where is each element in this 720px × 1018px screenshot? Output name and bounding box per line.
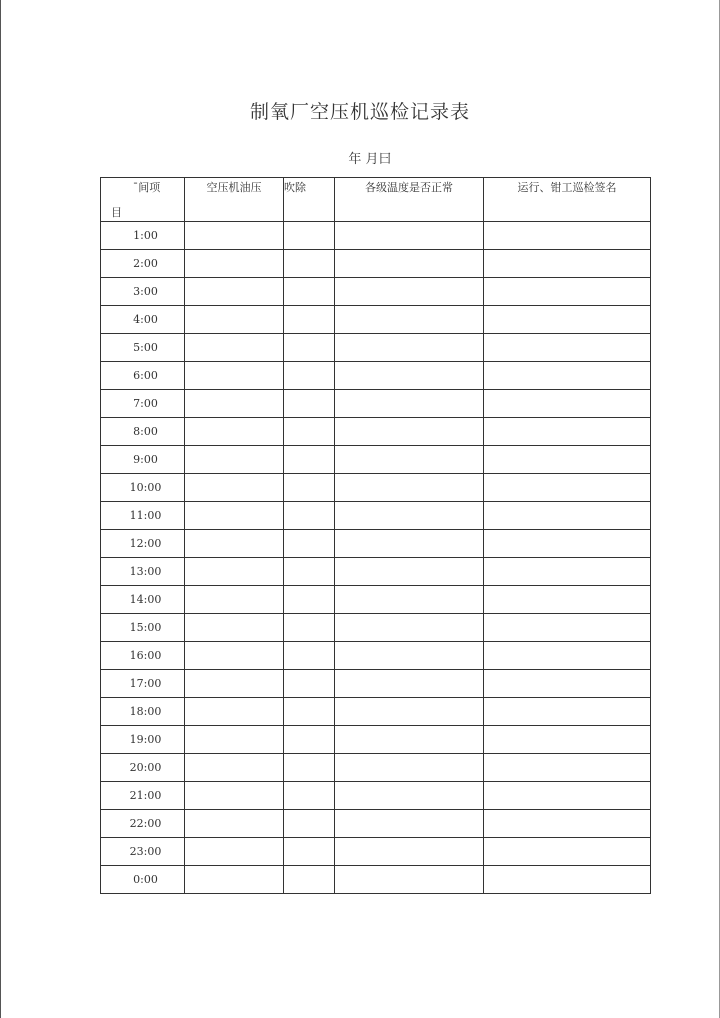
header-temperature: 各级温度是否正常 — [365, 181, 453, 194]
table-row — [101, 866, 651, 894]
time-cell: 23:00 — [101, 838, 185, 866]
table-row — [101, 726, 651, 754]
signature-cell[interactable] — [484, 558, 651, 586]
oil-pressure-cell[interactable] — [185, 418, 284, 446]
table-row — [101, 418, 651, 446]
table-row — [101, 838, 651, 866]
blowdown-cell[interactable] — [284, 670, 335, 698]
temperature-cell[interactable] — [335, 558, 484, 586]
header-blowdown: 吹除 — [284, 181, 306, 194]
signature-cell[interactable] — [484, 670, 651, 698]
temperature-cell[interactable] — [335, 726, 484, 754]
oil-pressure-cell[interactable] — [185, 782, 284, 810]
signature-cell[interactable] — [484, 726, 651, 754]
temperature-cell[interactable] — [335, 306, 484, 334]
time-cell: 19:00 — [101, 726, 185, 754]
inspection-log-table — [100, 177, 651, 894]
oil-pressure-cell[interactable] — [185, 222, 284, 250]
temperature-cell[interactable] — [335, 838, 484, 866]
blowdown-cell[interactable] — [284, 530, 335, 558]
temperature-cell[interactable] — [335, 782, 484, 810]
table-row — [101, 754, 651, 782]
time-cell: 15:00 — [101, 614, 185, 642]
signature-cell[interactable] — [484, 782, 651, 810]
signature-cell[interactable] — [484, 446, 651, 474]
table-row — [101, 362, 651, 390]
time-cell: 4:00 — [101, 306, 185, 334]
time-cell: 0:00 — [101, 866, 185, 894]
signature-cell[interactable] — [484, 418, 651, 446]
header-temperature-cell — [335, 178, 484, 222]
blowdown-cell[interactable] — [284, 558, 335, 586]
signature-cell[interactable] — [484, 250, 651, 278]
table-row — [101, 530, 651, 558]
time-cell: 7:00 — [101, 390, 185, 418]
blowdown-cell[interactable] — [284, 250, 335, 278]
blowdown-cell[interactable] — [284, 362, 335, 390]
table-row — [101, 810, 651, 838]
header-corner-cell — [101, 178, 185, 222]
blowdown-cell[interactable] — [284, 418, 335, 446]
temperature-cell[interactable] — [335, 418, 484, 446]
oil-pressure-cell[interactable] — [185, 334, 284, 362]
time-cell: 10:00 — [101, 474, 185, 502]
signature-cell[interactable] — [484, 362, 651, 390]
blowdown-cell[interactable] — [284, 614, 335, 642]
header-corner-bottom: 目 — [111, 206, 122, 219]
table-row — [101, 782, 651, 810]
temperature-cell[interactable] — [335, 334, 484, 362]
signature-cell[interactable] — [484, 474, 651, 502]
time-cell: 3:00 — [101, 278, 185, 306]
time-cell: 20:00 — [101, 754, 185, 782]
header-row — [101, 178, 651, 222]
signature-cell[interactable] — [484, 278, 651, 306]
document-title: 制氧厂空压机巡检记录表 — [249, 101, 470, 123]
blowdown-cell[interactable] — [284, 306, 335, 334]
table-row — [101, 390, 651, 418]
oil-pressure-cell[interactable] — [185, 642, 284, 670]
blowdown-cell[interactable] — [284, 390, 335, 418]
temperature-cell[interactable] — [335, 698, 484, 726]
time-cell: 14:00 — [101, 586, 185, 614]
blowdown-cell[interactable] — [284, 866, 335, 894]
temperature-cell[interactable] — [335, 614, 484, 642]
time-cell: 13:00 — [101, 558, 185, 586]
oil-pressure-cell[interactable] — [185, 446, 284, 474]
date-line: 年 月曰 — [348, 152, 392, 167]
temperature-cell[interactable] — [335, 362, 484, 390]
blowdown-cell[interactable] — [284, 698, 335, 726]
signature-cell[interactable] — [484, 222, 651, 250]
signature-cell[interactable] — [484, 866, 651, 894]
header-signature: 运行、钳工巡检签名 — [517, 181, 617, 194]
temperature-cell[interactable] — [335, 250, 484, 278]
table-row — [101, 250, 651, 278]
oil-pressure-cell[interactable] — [185, 530, 284, 558]
blowdown-cell[interactable] — [284, 782, 335, 810]
blowdown-cell[interactable] — [284, 754, 335, 782]
signature-cell[interactable] — [484, 306, 651, 334]
oil-pressure-cell[interactable] — [185, 390, 284, 418]
oil-pressure-cell[interactable] — [185, 474, 284, 502]
table-row — [101, 558, 651, 586]
table-row — [101, 642, 651, 670]
signature-cell[interactable] — [484, 530, 651, 558]
time-cell: 22:00 — [101, 810, 185, 838]
time-cell: 2:00 — [101, 250, 185, 278]
table-row — [101, 586, 651, 614]
oil-pressure-cell[interactable] — [185, 278, 284, 306]
table-row — [101, 278, 651, 306]
blowdown-cell[interactable] — [284, 222, 335, 250]
temperature-cell[interactable] — [335, 642, 484, 670]
blowdown-cell[interactable] — [284, 642, 335, 670]
temperature-cell[interactable] — [335, 222, 484, 250]
time-cell: 18:00 — [101, 698, 185, 726]
time-cell: 11:00 — [101, 502, 185, 530]
temperature-cell[interactable] — [335, 530, 484, 558]
table-row — [101, 614, 651, 642]
header-oil-pressure-cell — [185, 178, 284, 222]
table-row — [101, 222, 651, 250]
temperature-cell[interactable] — [335, 502, 484, 530]
temperature-cell[interactable] — [335, 810, 484, 838]
signature-cell[interactable] — [484, 810, 651, 838]
time-cell: 16:00 — [101, 642, 185, 670]
blowdown-cell[interactable] — [284, 726, 335, 754]
blowdown-cell[interactable] — [284, 334, 335, 362]
signature-cell[interactable] — [484, 642, 651, 670]
signature-cell[interactable] — [484, 614, 651, 642]
header-corner-top: ˉ间项 — [132, 181, 161, 194]
temperature-cell[interactable] — [335, 670, 484, 698]
temperature-cell[interactable] — [335, 390, 484, 418]
temperature-cell[interactable] — [335, 474, 484, 502]
oil-pressure-cell[interactable] — [185, 362, 284, 390]
signature-cell[interactable] — [484, 334, 651, 362]
table-row — [101, 474, 651, 502]
signature-cell[interactable] — [484, 586, 651, 614]
oil-pressure-cell[interactable] — [185, 586, 284, 614]
header-blowdown-cell — [284, 178, 335, 222]
oil-pressure-cell[interactable] — [185, 250, 284, 278]
temperature-cell[interactable] — [335, 866, 484, 894]
time-cell: 5:00 — [101, 334, 185, 362]
temperature-cell[interactable] — [335, 446, 484, 474]
signature-cell[interactable] — [484, 390, 651, 418]
oil-pressure-cell[interactable] — [185, 614, 284, 642]
blowdown-cell[interactable] — [284, 278, 335, 306]
oil-pressure-cell[interactable] — [185, 306, 284, 334]
time-cell: 8:00 — [101, 418, 185, 446]
signature-cell[interactable] — [484, 698, 651, 726]
table-row — [101, 306, 651, 334]
header-signature-cell — [484, 178, 651, 222]
oil-pressure-cell[interactable] — [185, 670, 284, 698]
temperature-cell[interactable] — [335, 754, 484, 782]
time-cell: 1:00 — [101, 222, 185, 250]
table-row — [101, 334, 651, 362]
oil-pressure-cell[interactable] — [185, 558, 284, 586]
time-cell: 21:00 — [101, 782, 185, 810]
time-cell: 17:00 — [101, 670, 185, 698]
time-cell: 9:00 — [101, 446, 185, 474]
oil-pressure-cell[interactable] — [185, 754, 284, 782]
time-cell: 6:00 — [101, 362, 185, 390]
blowdown-cell[interactable] — [284, 446, 335, 474]
table-row — [101, 446, 651, 474]
oil-pressure-cell[interactable] — [185, 838, 284, 866]
blowdown-cell[interactable] — [284, 474, 335, 502]
signature-cell[interactable] — [484, 754, 651, 782]
time-cell: 12:00 — [101, 530, 185, 558]
signature-cell[interactable] — [484, 838, 651, 866]
oil-pressure-cell[interactable] — [185, 698, 284, 726]
oil-pressure-cell[interactable] — [185, 810, 284, 838]
table-row — [101, 698, 651, 726]
oil-pressure-cell[interactable] — [185, 502, 284, 530]
oil-pressure-cell[interactable] — [185, 726, 284, 754]
blowdown-cell[interactable] — [284, 586, 335, 614]
signature-cell[interactable] — [484, 502, 651, 530]
blowdown-cell[interactable] — [284, 810, 335, 838]
temperature-cell[interactable] — [335, 278, 484, 306]
temperature-cell[interactable] — [335, 586, 484, 614]
header-oil-pressure: 空压机油压 — [206, 181, 262, 194]
blowdown-cell[interactable] — [284, 838, 335, 866]
table-row — [101, 670, 651, 698]
oil-pressure-cell[interactable] — [185, 866, 284, 894]
table-row — [101, 502, 651, 530]
blowdown-cell[interactable] — [284, 502, 335, 530]
